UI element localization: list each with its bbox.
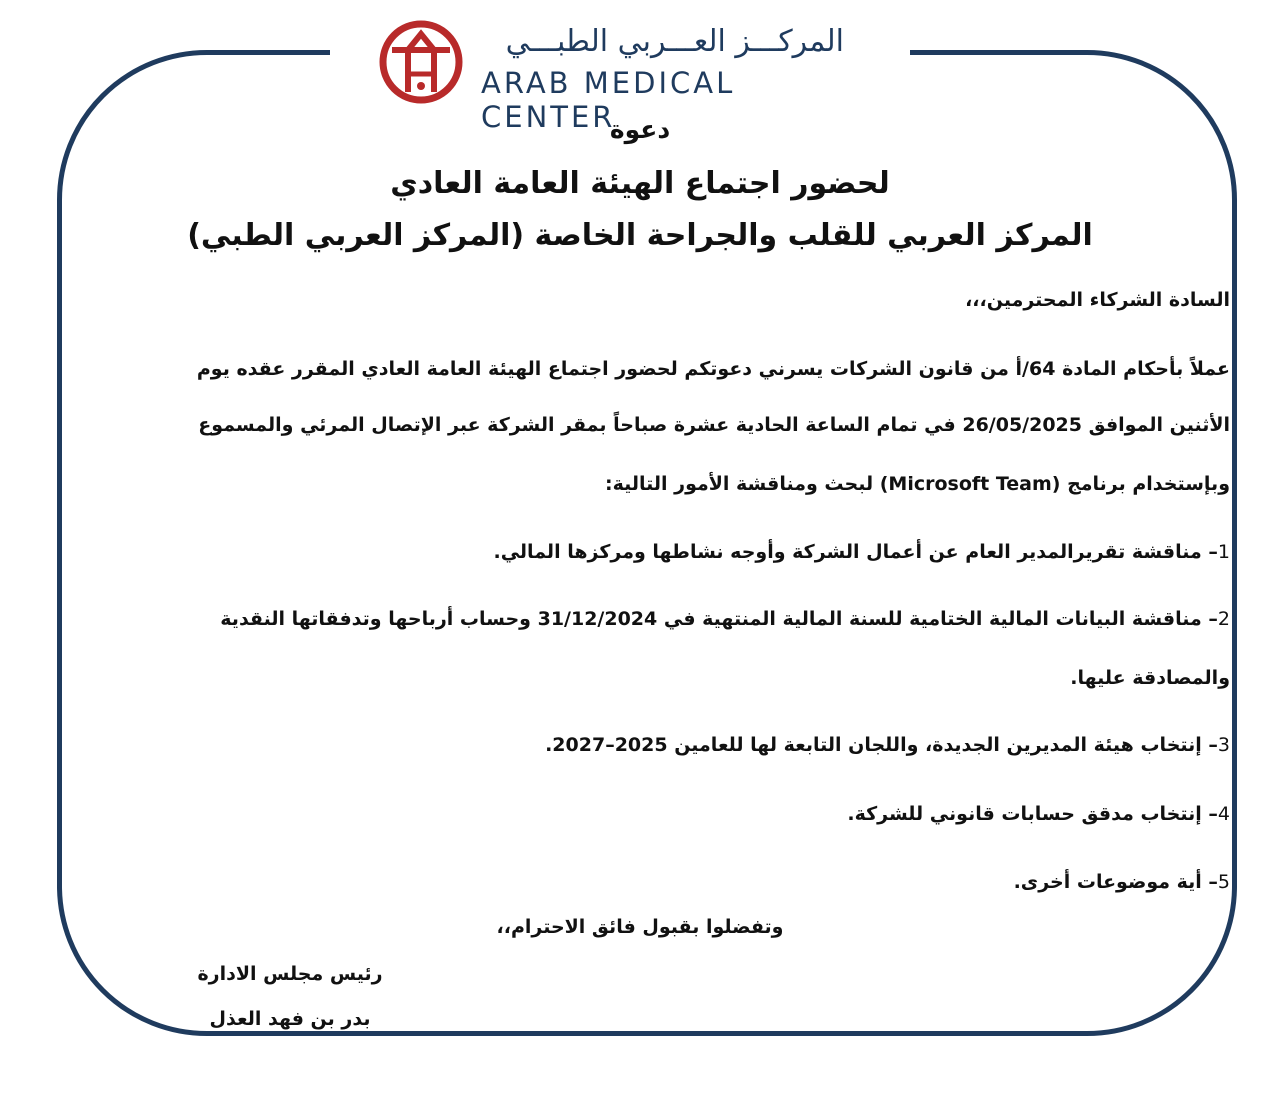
logo-english-text: ARAB MEDICAL CENTER xyxy=(481,66,736,134)
logo-arabic-text: المركـــز العـــربي الطبـــي xyxy=(505,24,844,59)
greeting: السادة الشركاء المحترمين،،، xyxy=(965,289,1230,311)
agenda-item-text: – مناقشة البيانات المالية الختامية للسنة المالية المنتهية في 31/12/2024 وحساب أرباحها وتدفقاتها النقدية xyxy=(220,608,1218,630)
agenda-item-3 xyxy=(545,728,1230,762)
agenda-item-5 xyxy=(1014,865,1230,899)
agenda-item-text: – مناقشة تقريرالمدير العام عن أعمال الشركة وأوجه نشاطها ومركزها المالي. xyxy=(493,541,1218,563)
agenda-item-number: 1 xyxy=(1217,541,1230,563)
title-invitation: دعوة xyxy=(609,115,671,144)
body-paragraph-line-3: وبإستخدام برنامج (Microsoft Team) لبحث ومناقشة الأمور التالية: xyxy=(604,473,1230,495)
title-meeting: لحضور اجتماع الهيئة العامة العادي xyxy=(390,166,890,201)
agenda-item-4 xyxy=(847,797,1230,831)
signature-name: بدر بن فهد العذل xyxy=(209,1008,371,1030)
closing-line: وتفضلوا بقبول فائق الاحترام،، xyxy=(496,916,784,938)
agenda-item-number: 5 xyxy=(1217,871,1230,893)
agenda-item-number: 3 xyxy=(1217,734,1230,756)
body-paragraph-line-2: الأثنين الموافق 26/05/2025 في تمام الساعة الحادية عشرة صباحاً بمقر الشركة عبر الإتصال المرئي والمسموع xyxy=(198,414,1230,436)
agenda-item-number: 2 xyxy=(1217,608,1230,630)
agenda-item-text: – إنتخاب هيئة المديرين الجديدة، واللجان التابعة لها للعامين 2025–2027. xyxy=(545,734,1218,756)
agenda-item-1 xyxy=(493,535,1230,569)
agenda-item-text: – إنتخاب مدقق حسابات قانوني للشركة. xyxy=(847,803,1218,825)
agenda-item-number: 4 xyxy=(1217,803,1230,825)
arab-medical-center-logo-icon xyxy=(378,20,464,104)
body-paragraph-line-1: عملاً بأحكام المادة 64/أ من قانون الشركات يسرني دعوتكم لحضور اجتماع الهيئة العامة العادي المقرر عقده يوم xyxy=(196,358,1230,380)
agenda-item-text: – أية موضوعات أخرى. xyxy=(1013,871,1218,893)
agenda-item-2 xyxy=(220,602,1230,636)
agenda-item-2-continued: والمصادقة عليها. xyxy=(1070,667,1230,689)
title-company: المركز العربي للقلب والجراحة الخاصة (المركز العربي الطبي) xyxy=(187,218,1093,253)
signature-role: رئيس مجلس الادارة xyxy=(197,963,383,985)
